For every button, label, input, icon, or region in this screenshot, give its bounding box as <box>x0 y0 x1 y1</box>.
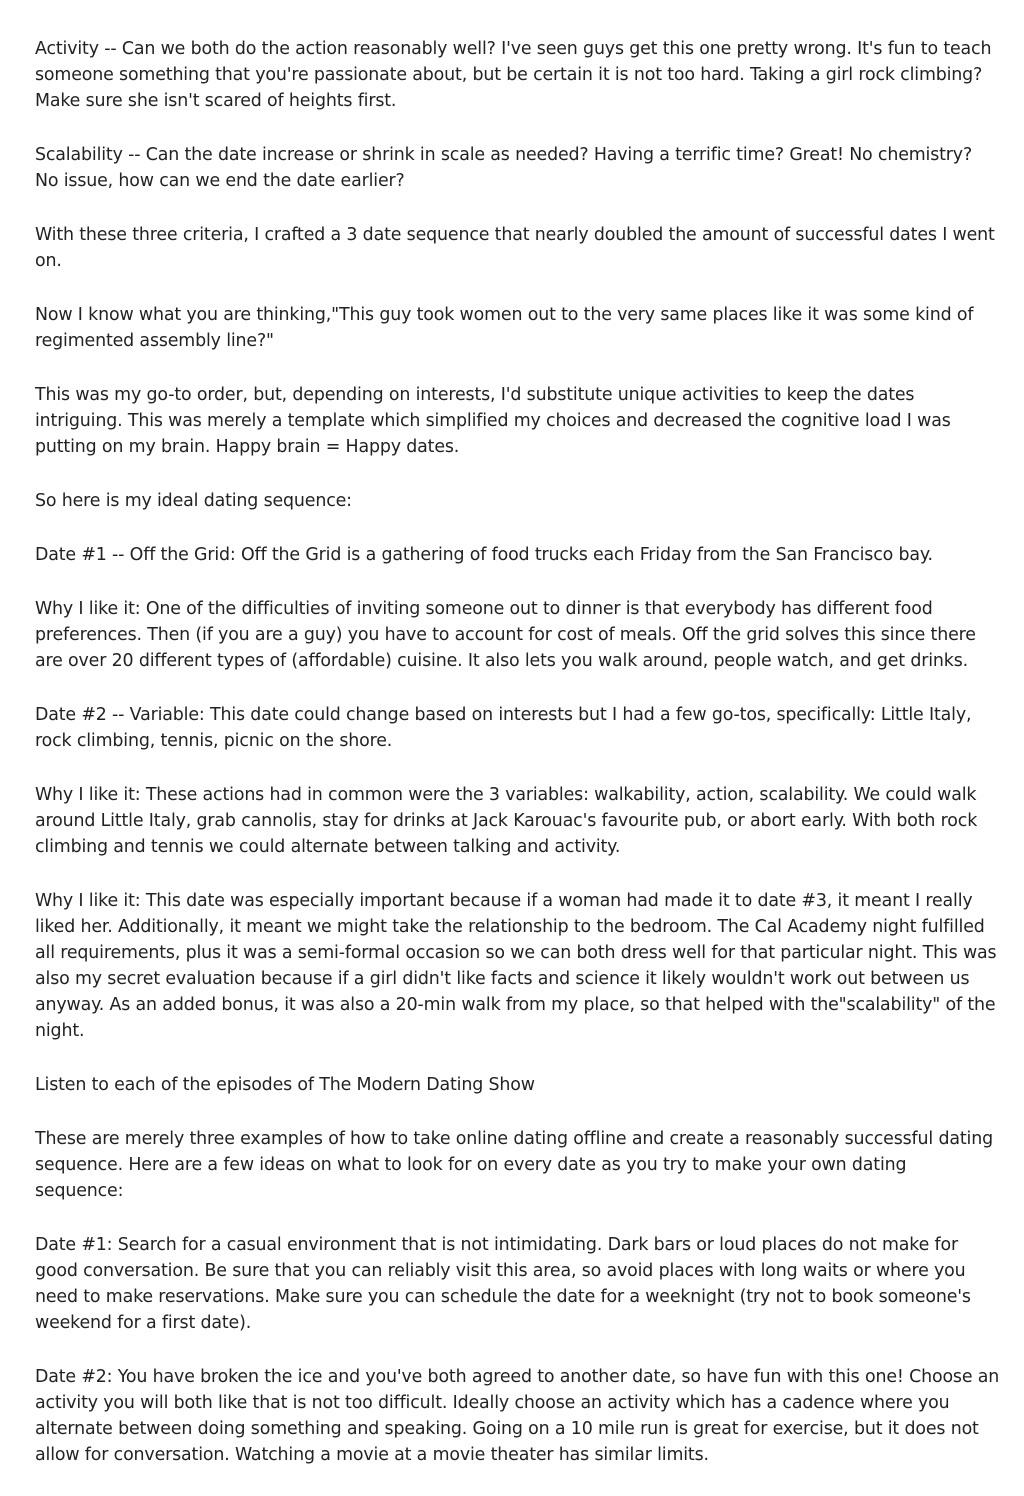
paragraph-go-to-order: This was my go-to order, but, depending on interests, I'd substitute unique activities to keep the dates intriguing. This was merely a template which simplified my choices and decreased the cognitive load I was putting on my brain. Happy brain = Happy dates. <box>35 385 951 457</box>
paragraph-date-1-why: Why I like it: One of the difficulties of inviting someone out to dinner is that everybody has different food preferences. Then (if you are a guy) you have to account for cost of meals. Off the grid solves this since there are over 20 different types of (affordable) cuisine. It also lets you walk around, people watch, and get drinks. <box>35 599 976 671</box>
paragraph-date-2-why: Why I like it: These actions had in common were the 3 variables: walkability, action, scalability. We could walk around Little Italy, grab cannolis, stay for drinks at Jack Karouac's favourite pub, or abort early. With both rock climbing and tennis we could alternate between talking and activity. <box>35 785 978 857</box>
paragraph-date-3-why: Why I like it: This date was especially important because if a woman had made it to date #3, it meant I really liked her. Additionally, it meant we might take the relationship to the bedroom. The Cal Academy night fulfilled all requirements, plus it was a semi-formal occasion so we can both dress well for that particular night. This was also my secret evaluation because if a girl didn't like facts and science it likely wouldn't work out between us anyway. As an added bonus, it was also a 20-min walk from my place, so that helped with the"scalability" of the night. <box>35 891 997 1041</box>
paragraph-criteria: With these three criteria, I crafted a 3 date sequence that nearly doubled the amount of successful dates I went on. <box>35 225 995 271</box>
paragraph-examples: These are merely three examples of how to take online dating offline and create a reasonably successful dating sequence. Here are a few ideas on what to look for on every date as you try to make your own dating sequence: <box>35 1129 993 1201</box>
paragraph-activity: Activity -- Can we both do the action reasonably well? I've seen guys get this one pretty wrong. It's fun to teach someone something that you're passionate about, but be certain it is not too hard. Taking a girl rock climbing? Make sure she isn't scared of heights first. <box>35 39 992 111</box>
paragraph-scalability: Scalability -- Can the date increase or shrink in scale as needed? Having a terrific time? Great! No chemistry? No issue, how can we end the date earlier? <box>35 145 973 191</box>
paragraph-tip-date-1: Date #1: Search for a casual environment that is not intimidating. Dark bars or loud places do not make for good conversation. Be sure that you can reliably visit this area, so avoid places with long waits or where you need to make reservations. Make sure you can schedule the date for a weeknight (try not to book someone's weekend for a first date). <box>35 1235 971 1333</box>
paragraph-date-2: Date #2 -- Variable: This date could change based on interests but I had a few go-tos, specifically: Little Italy, rock climbing, tennis, picnic on the shore. <box>35 705 972 751</box>
paragraph-sequence-intro: So here is my ideal dating sequence: <box>35 491 352 511</box>
paragraph-tip-date-2: Date #2: You have broken the ice and you've both agreed to another date, so have fun with this one! Choose an activity you will both like that is not too difficult. Ideally choose an activity which has a cadence where you alternate between doing something and speaking. Going on a 10 mile run is great for exercise, but it does not allow for conversation. Watching a movie at a movie theater has similar limits. <box>35 1367 1000 1465</box>
document-body <box>35 36 1000 1496</box>
paragraph-listen: Listen to each of the episodes of The Modern Dating Show <box>35 1075 535 1095</box>
paragraph-thinking: Now I know what you are thinking,"This guy took women out to the very same places like it was some kind of regimented assembly line?" <box>35 305 974 351</box>
paragraph-date-1: Date #1 -- Off the Grid: Off the Grid is a gathering of food trucks each Friday from the San Francisco bay. <box>35 545 933 565</box>
